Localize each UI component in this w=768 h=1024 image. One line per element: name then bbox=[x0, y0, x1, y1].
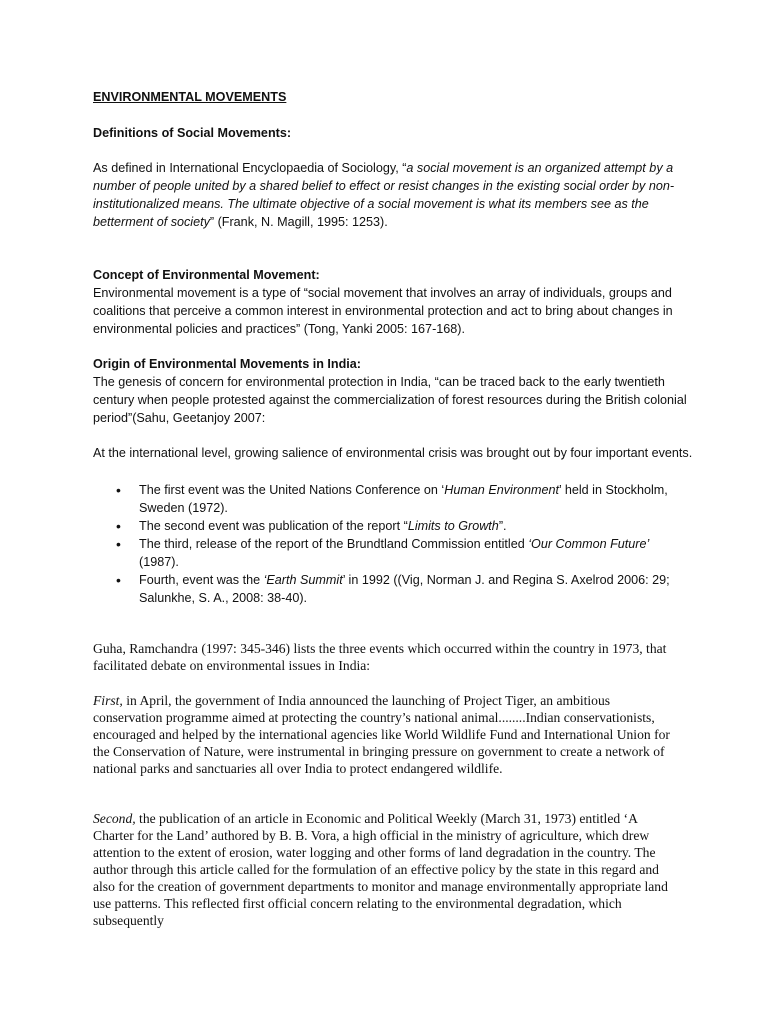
international-paragraph: At the international level, growing salience of environmental crisis was brought out by four important events. bbox=[93, 446, 693, 460]
first-label: First, bbox=[93, 693, 123, 708]
list-item: • The first event was the United Nations Conference on ‘Human Environment’ held in Stockholm, Sweden (1972). bbox=[116, 481, 676, 517]
concept-heading: Concept of Environmental Movement: bbox=[93, 268, 320, 282]
definitions-heading: Definitions of Social Movements: bbox=[93, 126, 292, 140]
guha-second-paragraph bbox=[93, 810, 673, 929]
document-title: ENVIRONMENTAL MOVEMENTS bbox=[93, 90, 287, 104]
second-label: Second, bbox=[93, 811, 136, 826]
concept-paragraph: Environmental movement is a type of “social movement that involves an array of individuals, groups and coalitions that perceive a common interest in environmental protection and act to bring about changes in environmental policies and practices” (Tong, Yanki 2005: 167-168). bbox=[93, 286, 673, 336]
second-text: the publication of an article in Economic and Political Weekly (March 31, 1973) entitled ‘A Charter for the Land’ authored by B. B. Vora, a high official in the ministry of agriculture, which drew attention to the extent of erosion, water logging and other forms of land degradation in the country. The author through this article called for the formulation of an effective policy by the state in this regard and also for the creation of government departments to monitor and manage environmentally appropriate land use patterns. This reflected first official concern relating to the environmental degradation, which subsequently bbox=[93, 811, 668, 928]
definitions-paragraph bbox=[93, 159, 693, 231]
definitions-intro: As defined in International Encyclopaedia of Sociology, “ bbox=[93, 161, 407, 175]
guha-intro-paragraph: Guha, Ramchandra (1997: 345-346) lists the three events which occurred within the country in 1973, that facilitated debate on environmental issues in India: bbox=[93, 641, 667, 673]
list-item: • The third, release of the report of the Brundtland Commission entitled ‘Our Common Future’ (1987). bbox=[116, 535, 676, 571]
definitions-citation: ” (Frank, N. Magill, 1995: 1253). bbox=[209, 215, 388, 229]
origin-paragraph: The genesis of concern for environmental protection in India, “can be traced back to the early twentieth century when people protested against the commercialization of forest resources during the British colonial period”(Sahu, Geetanjoy 2007: bbox=[93, 375, 687, 425]
list-item: • Fourth, event was the ‘Earth Summit’ in 1992 ((Vig, Norman J. and Regina S. Axelrod 2006: 29; Salunkhe, S. A., 2008: 38-40). bbox=[116, 571, 676, 607]
list-item: • The second event was publication of the report “Limits to Growth”. bbox=[116, 517, 676, 535]
definitions-quote: a social movement is an organized attempt by a number of people united by a shared belief to effect or resist changes in the existing social order by non-institutionalized means. The ultimate objective of a social movement is what its members see as the betterment of society bbox=[93, 161, 675, 229]
origin-heading: Origin of Environmental Movements in India: bbox=[93, 357, 361, 371]
first-text: in April, the government of India announced the launching of Project Tiger, an ambitious conservation programme aimed at protecting the country’s national animal........Indian conservationists, encouraged and helped by the international agencies like World Wildlife Fund and International Union for the Conservation of Nature, were instrumental in bringing pressure on government to create a network of national parks and sanctuaries all over India to protect endangered wildlife. bbox=[93, 693, 670, 776]
guha-first-paragraph bbox=[93, 692, 673, 777]
events-list bbox=[116, 481, 676, 607]
